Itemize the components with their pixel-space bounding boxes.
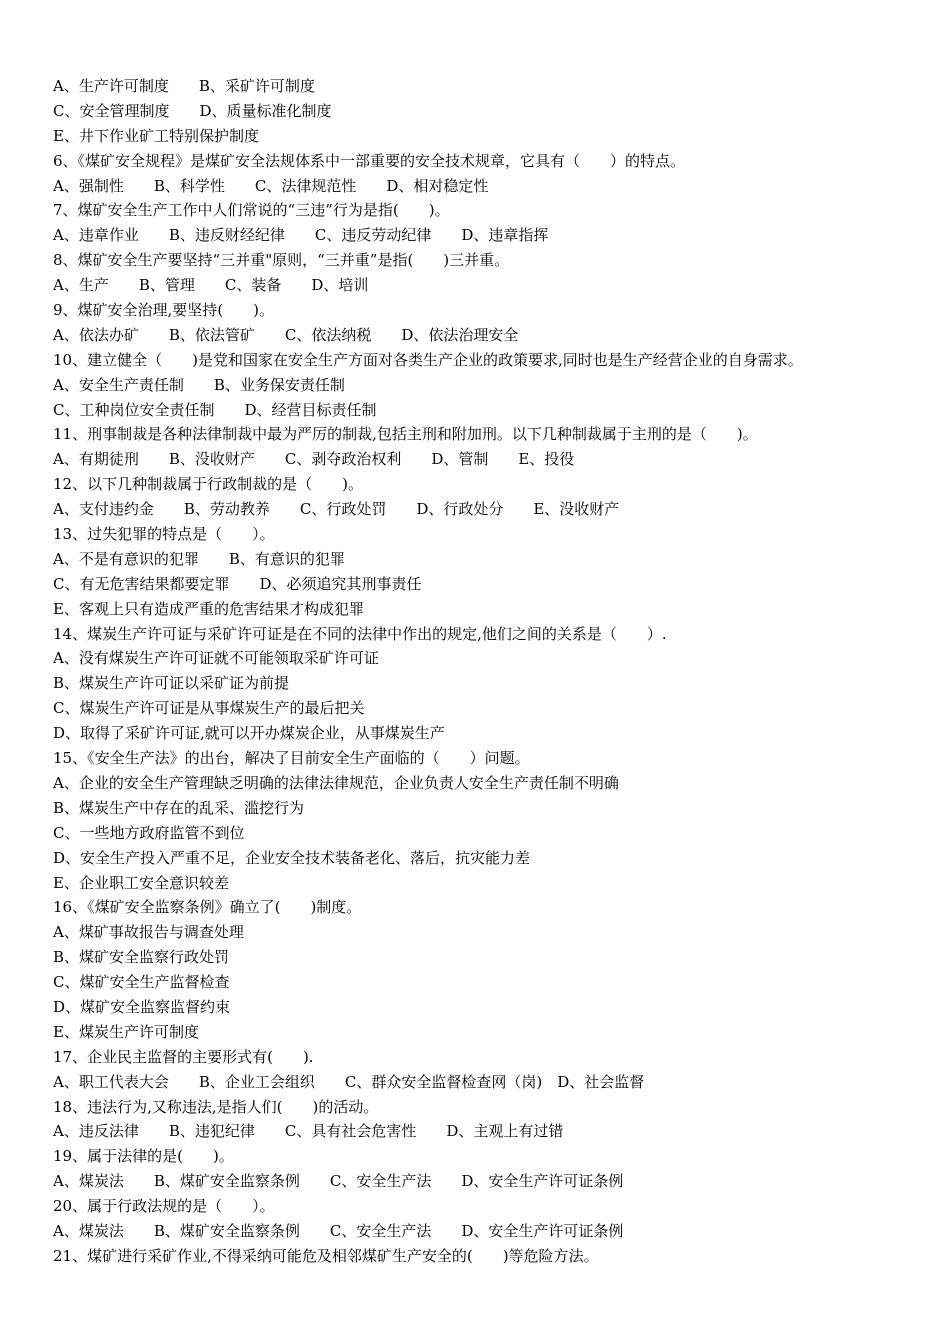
text-line: 6、《煤矿安全规程》是煤矿安全法规体系中一部重要的安全技术规章，它具有（ ）的特点。 xyxy=(53,151,686,170)
text-line: 17、企业民主监督的主要形式有( ). xyxy=(53,1047,314,1066)
text-line: C、煤炭生产许可证是从事煤炭生产的最后把关 xyxy=(53,699,365,718)
text-line: E、井下作业矿工特别保护制度 xyxy=(53,126,259,145)
text-line: A、有期徒刑 B、没收财产 C、剥夺政治权利 D、管制 E、投役 xyxy=(53,450,575,469)
text-line: A、煤矿事故报告与调查处理 xyxy=(53,923,244,942)
text-line: A、职工代表大会 B、企业工会组织 C、群众安全监督检查网（岗) D、社会监督 xyxy=(53,1072,645,1091)
text-line: A、生产许可制度 B、采矿许可制度 xyxy=(53,77,315,95)
text-line: A、煤炭法 B、煤矿安全监察条例 C、安全生产法 D、安全生产许可证条例 xyxy=(53,1221,624,1240)
text-line: A、依法办矿 B、依法管矿 C、依法纳税 D、依法治理安全 xyxy=(53,325,519,344)
text-line: D、煤矿安全监察监督约束 xyxy=(53,997,231,1016)
text-line: 13、过失犯罪的特点是（ ）。 xyxy=(53,525,275,544)
text-line: 7、煤矿安全生产工作中人们常说的“三违”行为是指( )。 xyxy=(53,201,450,220)
text-line: A、违章作业 B、违反财经纪律 C、违反劳动纪律 D、违章指挥 xyxy=(53,226,549,245)
text-line: 18、违法行为,又称违法,是指人们( )的活动。 xyxy=(53,1097,379,1116)
text-line: 8、煤矿安全生产要坚持“三并重"原则，“三并重”是指( )三并重。 xyxy=(53,251,510,270)
text-line: C、工种岗位安全责任制 D、经营目标责任制 xyxy=(53,400,377,419)
text-line: 21、煤矿进行采矿作业,不得采纳可能危及相邻煤矿生产安全的( )等危险方法。 xyxy=(53,1246,599,1265)
text-line: 12、以下几种制裁属于行政制裁的是（ )。 xyxy=(53,475,363,494)
text-line: 11、刑事制裁是各种法律制裁中最为严厉的制裁,包括主刑和附加刑。以下几种制裁属于主刑的是（ )。 xyxy=(53,425,758,444)
text-line: E、企业职工安全意识较差 xyxy=(53,873,229,892)
text-line: 9、煤矿安全治理,要坚持( )。 xyxy=(53,301,275,320)
text-line: D、取得了采矿许可证,就可以开办煤炭企业，从事煤炭生产 xyxy=(53,724,445,743)
text-line: C、煤矿安全生产监督检查 xyxy=(53,973,230,992)
text-line: E、煤炭生产许可制度 xyxy=(53,1022,199,1041)
text-line: 16、《煤矿安全监察条例》确立了( )制度。 xyxy=(53,898,362,917)
text-line: A、安全生产责任制 B、业务保安责任制 xyxy=(53,375,345,394)
text-line: A、煤炭法 B、煤矿安全监察条例 C、安全生产法 D、安全生产许可证条例 xyxy=(53,1172,624,1191)
text-line: C、一些地方政府监管不到位 xyxy=(53,823,245,842)
text-line: A、企业的安全生产管理缺乏明确的法律法律规范，企业负责人安全生产责任制不明确 xyxy=(53,773,619,792)
document-page xyxy=(53,74,923,1269)
text-line: 20、属于行政法规的是（ ）。 xyxy=(53,1197,275,1216)
text-line: B、煤炭生产许可证以采矿证为前提 xyxy=(53,674,290,693)
text-line: A、支付违约金 B、劳动教养 C、行政处罚 D、行政处分 E、没收财产 xyxy=(53,500,620,519)
text-line: 10、建立健全（ )是党和国家在安全生产方面对各类生产企业的政策要求,同时也是生产经营企业的自身需求。 xyxy=(53,350,803,369)
text-line: C、有无危害结果都要定罪 D、必须追究其刑事责任 xyxy=(53,574,422,593)
text-line: 15、《安全生产法》的出台，解决了目前安全生产面临的（ ）问题。 xyxy=(53,749,530,768)
text-line: A、没有煤炭生产许可证就不可能领取采矿许可证 xyxy=(53,649,379,668)
text-line: A、不是有意识的犯罪 B、有意识的犯罪 xyxy=(53,549,345,568)
text-line: A、生产 B、管理 C、装备 D、培训 xyxy=(53,276,369,295)
text-line: A、违反法律 B、违犯纪律 C、具有社会危害性 D、主观上有过错 xyxy=(53,1122,564,1141)
text-line: C、安全管理制度 D、质量标准化制度 xyxy=(53,101,332,120)
text-line: 14、煤炭生产许可证与采矿许可证是在不同的法律中作出的规定,他们之间的关系是（ ）. xyxy=(53,624,667,643)
text-line: 19、属于法律的是( )。 xyxy=(53,1147,234,1166)
text-line: B、煤矿安全监察行政处罚 xyxy=(53,948,230,967)
text-line: B、煤炭生产中存在的乱采、滥挖行为 xyxy=(53,798,305,817)
text-line: A、强制性 B、科学性 C、法律规范性 D、相对稳定性 xyxy=(53,176,489,195)
text-line: E、客观上只有造成严重的危害结果才构成犯罪 xyxy=(53,599,364,618)
text-line: D、安全生产投入严重不足，企业安全技术装备老化、落后，抗灾能力差 xyxy=(53,848,531,867)
